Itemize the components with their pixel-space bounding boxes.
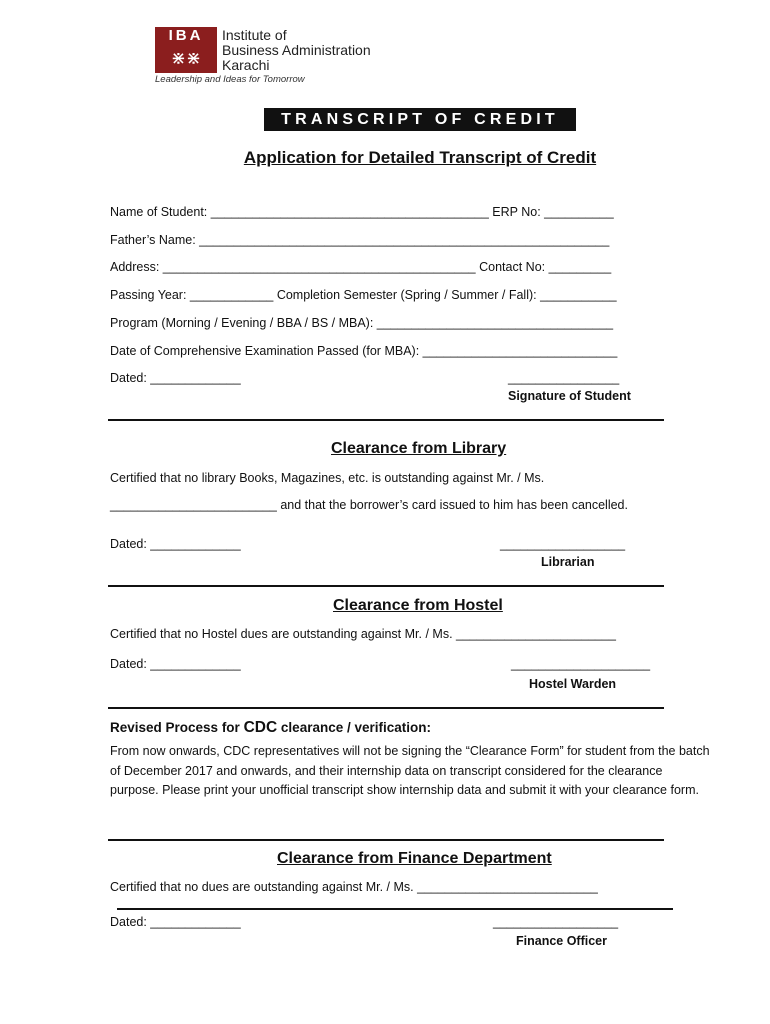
tagline: Leadership and Ideas for Tomorrow [155, 74, 305, 85]
logo-symbol-icon: ⋇⋇ [170, 48, 202, 68]
hostel-heading: Clearance from Hostel [333, 597, 503, 614]
divider [108, 707, 664, 709]
library-heading: Clearance from Library [331, 440, 507, 457]
hostel-dated-field[interactable]: Dated: _____________ [110, 657, 241, 671]
divider [108, 419, 664, 421]
cdc-heading [110, 719, 431, 737]
student-name-field[interactable]: Name of Student: ________________________________________ ERP No: __________ [110, 205, 614, 219]
address-field[interactable]: Address: _____________________________________________ Contact No: _________ [110, 260, 612, 274]
program-field[interactable]: Program (Morning / Evening / BBA / BS / MBA): __________________________________ [110, 316, 614, 330]
cdc-heading-part1: Revised Process for [110, 720, 244, 735]
librarian-signature-line[interactable]: __________________ [500, 537, 626, 551]
hostel-warden-label: Hostel Warden [529, 677, 617, 691]
library-borrower-field[interactable]: ________________________ and that the borrower’s card issued to him has been cancelled. [110, 498, 628, 512]
page-title: TRANSCRIPT OF CREDIT [281, 111, 559, 128]
cdc-heading-cdc: CDC [243, 719, 278, 736]
hostel-warden-signature-line[interactable]: ____________________ [511, 657, 651, 671]
hostel-statement-field[interactable]: Certified that no Hostel dues are outstanding against Mr. / Ms. _______________________ [110, 627, 616, 641]
librarian-label: Librarian [541, 555, 595, 569]
institute-line-1: Institute of [222, 27, 287, 43]
student-signature-label: Signature of Student [508, 389, 631, 403]
student-signature-line[interactable]: ________________ [508, 371, 620, 385]
library-statement: Certified that no library Books, Magazines, etc. is outstanding against Mr. / Ms. [110, 471, 545, 485]
finance-dated-field[interactable]: Dated: _____________ [110, 915, 241, 929]
finance-statement-field[interactable]: Certified that no dues are outstanding against Mr. / Ms. __________________________ [110, 880, 598, 894]
finance-officer-signature-line[interactable]: __________________ [493, 915, 619, 929]
divider [108, 839, 664, 841]
logo-letters: IBA [168, 27, 204, 44]
cdc-body: From now onwards, CDC representatives will not be signing the “Clearance Form” for student from the batch of December 2017 and onwards, and their internship data on transcript considered for the clearance purpose. Please print your unofficial transcript show internship data and submit it with your clearance form. [110, 744, 710, 797]
comprehensive-exam-field[interactable]: Date of Comprehensive Examination Passed (for MBA): ____________________________ [110, 344, 618, 358]
father-name-field[interactable]: Father’s Name: ___________________________________________________________ [110, 233, 610, 247]
institute-line-2: Business Administration [222, 42, 371, 58]
divider [117, 908, 673, 910]
cdc-heading-part2: clearance / verification: [277, 720, 431, 735]
divider [108, 585, 664, 587]
form-subtitle: Application for Detailed Transcript of Credit [243, 148, 597, 167]
library-dated-field[interactable]: Dated: _____________ [110, 537, 241, 551]
student-dated-field[interactable]: Dated: _____________ [110, 371, 241, 385]
finance-officer-label: Finance Officer [516, 934, 607, 948]
institute-line-3: Karachi [222, 57, 270, 73]
passing-year-field[interactable]: Passing Year: ____________ Completion Semester (Spring / Summer / Fall): ___________ [110, 288, 617, 302]
finance-heading: Clearance from Finance Department [277, 850, 552, 867]
